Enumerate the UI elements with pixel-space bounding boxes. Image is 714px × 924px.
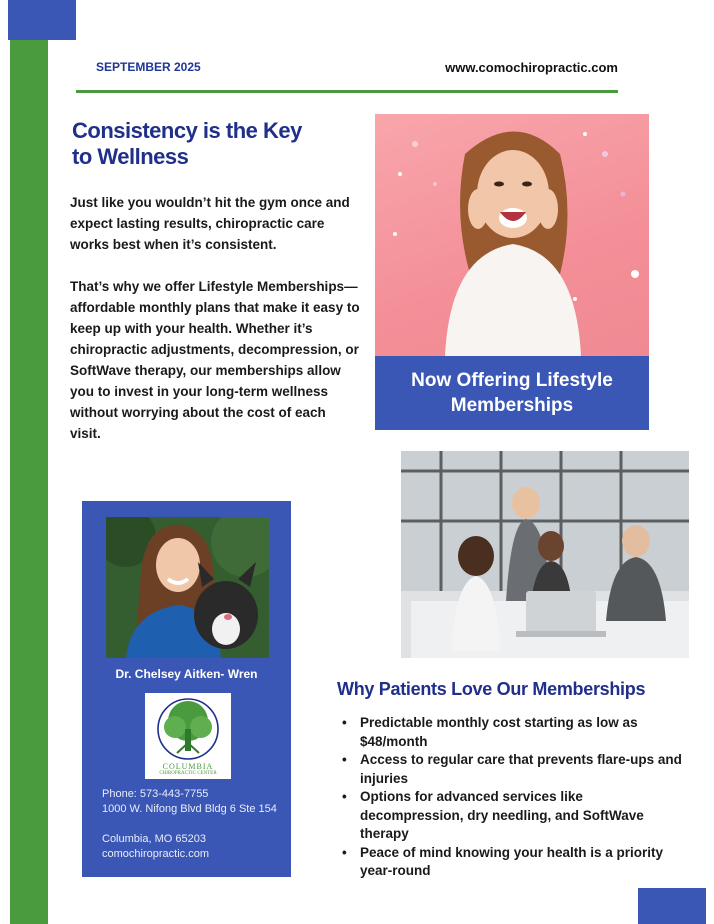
celebrating-group-photo bbox=[401, 451, 689, 658]
contact-address-line-1: 1000 W. Nifong Blvd Bldg 6 Ste 154 bbox=[102, 803, 277, 815]
doctor-photo bbox=[106, 517, 269, 658]
benefit-text: Peace of mind knowing your health is a priority year-round bbox=[360, 844, 664, 878]
benefits-title: Why Patients Love Our Memberships bbox=[337, 679, 646, 699]
bullet-icon: • bbox=[342, 752, 347, 767]
benefit-item bbox=[342, 714, 682, 751]
doctor-name: Dr. Chelsey Aitken- Wren bbox=[115, 667, 258, 681]
membership-paragraph: That’s why we offer Lifestyle Memberships—affordable monthly plans that make it easy to keep up with your health. Whether it’s chiropractic adjustments, decompression, or SoftWave therapy, our memberships allow you to invest in your long-term wellness without worrying about the cost of each visit. bbox=[70, 279, 360, 441]
hero-caption-line-2: Memberships bbox=[450, 395, 574, 416]
benefit-text: Access to regular care that prevents flare-ups and injuries bbox=[360, 752, 682, 786]
article-headline bbox=[72, 118, 352, 170]
header-divider bbox=[76, 90, 618, 93]
green-side-bar bbox=[10, 0, 48, 924]
bullet-icon: • bbox=[342, 789, 347, 804]
bottom-blue-square bbox=[638, 888, 706, 924]
woman-smiling-illustration bbox=[375, 114, 649, 356]
bullet-icon: • bbox=[342, 844, 347, 860]
website-url[interactable]: www.comochiropractic.com bbox=[445, 60, 618, 75]
benefits-list bbox=[342, 714, 682, 881]
top-blue-square bbox=[8, 0, 76, 40]
benefit-text: Options for advanced services like decompression, dry needling, and SoftWave therapy bbox=[360, 789, 644, 841]
group-celebration-illustration bbox=[401, 451, 689, 658]
logo-subtitle: CHIROPRACTIC CENTER bbox=[159, 771, 217, 776]
benefit-item bbox=[342, 788, 682, 844]
newsletter-date: SEPTEMBER 2025 bbox=[96, 60, 201, 74]
bullet-icon: • bbox=[342, 715, 347, 730]
contact-website[interactable]: comochiropractic.com bbox=[102, 848, 209, 860]
contact-address-line-2: Columbia, MO 65203 bbox=[102, 833, 206, 845]
contact-phone[interactable]: Phone: 573-443-7755 bbox=[102, 788, 209, 800]
logo-title: COLUMBIA bbox=[162, 762, 214, 771]
benefit-item bbox=[342, 844, 682, 881]
headline-line-2: to Wellness bbox=[72, 144, 189, 169]
doctor-with-dog-illustration bbox=[106, 517, 269, 658]
hero-photo bbox=[375, 114, 649, 356]
benefit-item bbox=[342, 751, 682, 788]
benefit-text: Predictable monthly cost starting as low as $48/month bbox=[360, 715, 638, 749]
hero-caption-banner bbox=[375, 356, 649, 430]
hero-caption-line-1: Now Offering Lifestyle bbox=[411, 370, 613, 391]
intro-paragraph: Just like you wouldn’t hit the gym once and expect lasting results, chiropractic care works best when it’s consistent. bbox=[70, 195, 350, 252]
headline-line-1: Consistency is the Key bbox=[72, 118, 302, 143]
